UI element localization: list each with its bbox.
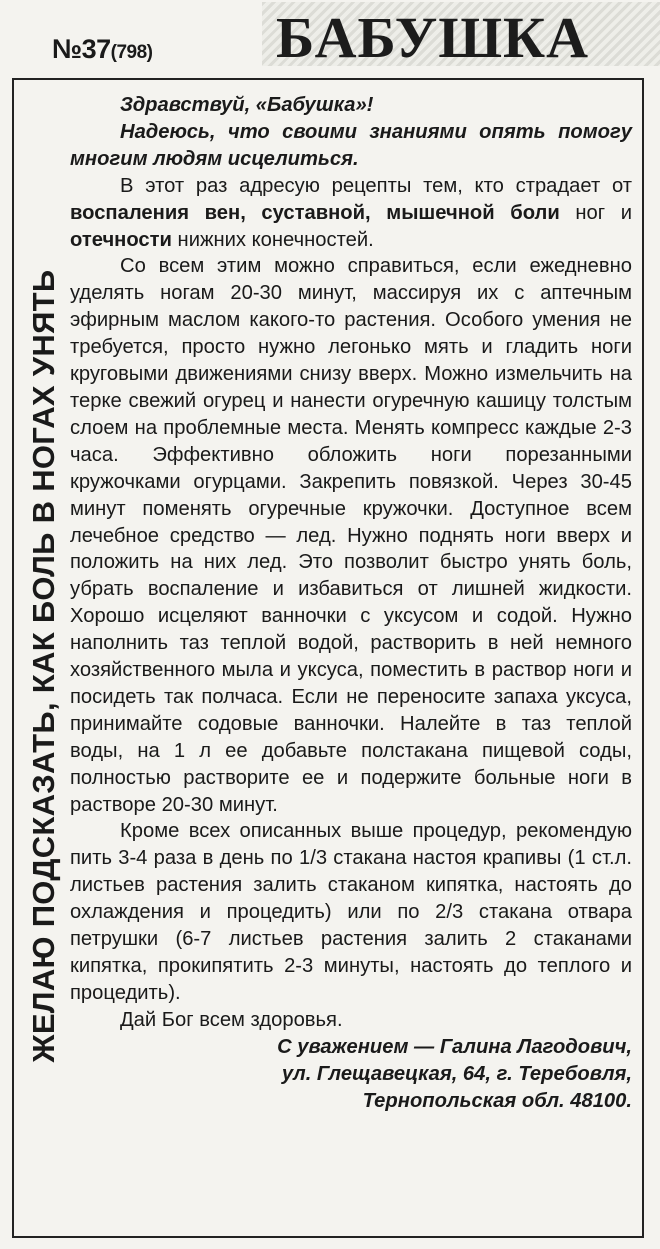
signature-name: С уважением — Галина Лагодович,	[277, 1035, 632, 1058]
highlight-swelling: отечности	[70, 228, 172, 251]
paragraph-1: В этот раз адресую рецепты тем, кто страдает от воспаления вен, суставной, мышечной боли ног и отечности нижних конечностей.	[70, 174, 633, 251]
masthead-title: БАБУШКА	[276, 5, 589, 66]
greeting: Здравствуй, «Бабушка»!	[120, 94, 374, 116]
issue-sub-number: (798)	[110, 42, 153, 63]
newspaper-header	[0, 0, 660, 68]
issue-number: №37(798)	[52, 34, 153, 64]
signature-region: Тернопольская обл. 48100.	[362, 1089, 632, 1112]
paragraph-2: Со всем этим можно справиться, если ежедневно уделять ногам 20-30 минут, массируя их с аптечным эфирным маслом какого-то растения. Особого умения не требуется, просто нужно легонько мять и гладить ноги круговыми движениями снизу вверх. Можно измельчить на терке свежий огурец и нанести огуречную кашицу толстым слоем на проблемные места. Менять компресс каждые 2-3 часа. Эффективно обложить ноги порезанными кружочками огурцами. Закрепить повязкой. Через 30-45 минут поменять огуречные кружочки. Доступное всем лечебное средство — лед. Нужно поднять ноги вверх и положить на них лед. Это позволит быстро унять боль, убрать воспаление и избавиться от лишней жидкости. Хорошо исцеляют ванночки с уксусом и содой. Нужно наполнить таз теплой водой, растворить в ней немного хозяйственного мыла и уксуса, поместить в раствор ноги и посидеть так полчаса. Если не переносите запаха уксуса, принимайте содовые ванночки. Налейте в таз теплой воды, на 1 л ее добавьте полстакана пищевой соды, полностью растворите ее и подержите больные ноги в растворе 20-30 минут.	[70, 255, 632, 816]
article-body	[70, 92, 632, 1114]
paragraph-3: Кроме всех описанных выше процедур, рекомендую пить 3-4 раза в день по 1/3 стакана настоя крапивы (1 ст.л. листьев растения залить стаканом кипятка, настоять до охлаждения и процедить) или по 2/3 стакана отвара петрушки (6-7 листьев растения залить 2 стаканами кипятка, прокипятить 2-3 минуты, настоять до теплого и процедить).	[70, 820, 632, 1004]
intro-line: Надеюсь, что своими знаниями опять помогу многим людям исцелиться.	[70, 120, 632, 170]
article-side-title	[14, 78, 74, 1238]
closing-line: Дай Бог всем здоровья.	[120, 1008, 343, 1031]
highlight-conditions: воспаления вен, суставной, мышечной боли	[70, 201, 560, 224]
newspaper-masthead	[262, 2, 660, 66]
signature-address: ул. Глещавецкая, 64, г. Теребовля,	[281, 1062, 632, 1085]
article-headline: ЖЕЛАЮ ПОДСКАЗАТЬ, КАК БОЛЬ В НОГАХ УНЯТЬ	[26, 269, 61, 1063]
